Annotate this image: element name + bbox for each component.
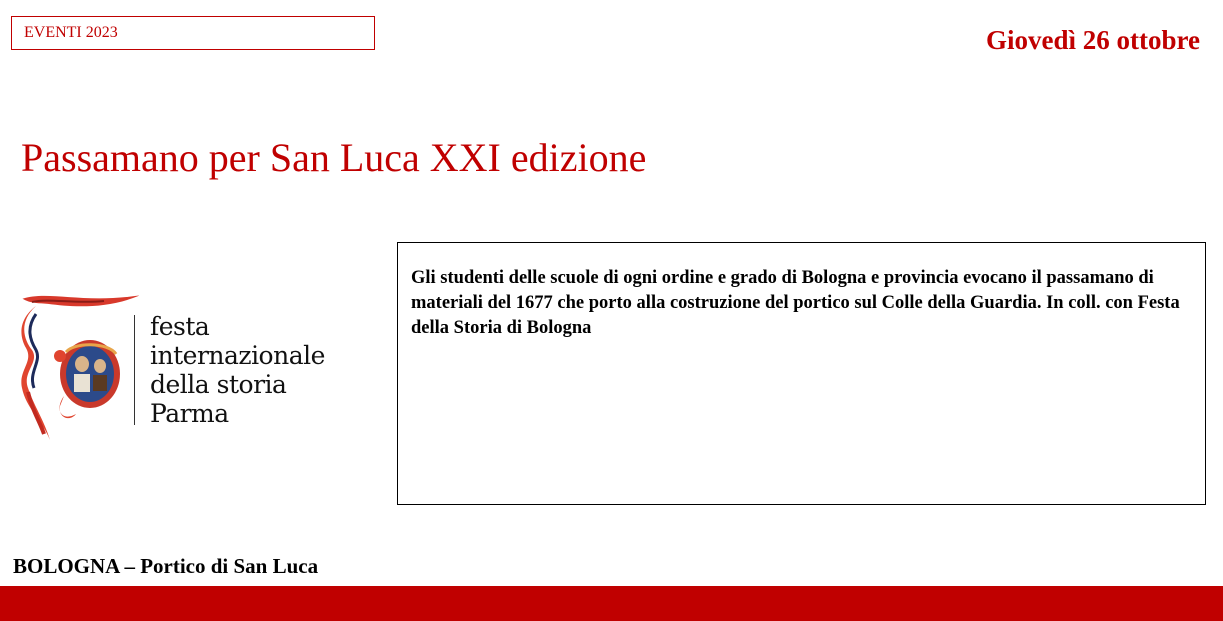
category-tag	[11, 16, 375, 50]
event-description-box	[397, 242, 1206, 505]
festival-logo	[14, 292, 354, 447]
logo-line-4: Parma	[150, 399, 229, 428]
illuminated-letter-f-icon	[14, 292, 139, 447]
event-description: Gli studenti delle scuole di ogni ordine e grado di Bologna e provincia evocano il passamano di materiali del 1677 che porto alla costruzione del portico sul Colle della Guardia. In coll. con Festa della Storia di Bologna	[411, 268, 1180, 338]
logo-line-3: della storia	[150, 370, 287, 399]
logo-divider	[134, 315, 135, 425]
category-label: EVENTI 2023	[24, 24, 118, 41]
logo-line-2: internazionale	[150, 341, 325, 370]
footer-bar	[0, 586, 1223, 621]
event-date: Giovedì 26 ottobre	[986, 25, 1200, 55]
logo-wordmark	[150, 312, 325, 428]
logo-line-1: festa	[150, 312, 210, 341]
event-location: BOLOGNA – Portico di San Luca	[13, 554, 319, 578]
page-title: Passamano per San Luca XXI edizione	[21, 135, 647, 180]
